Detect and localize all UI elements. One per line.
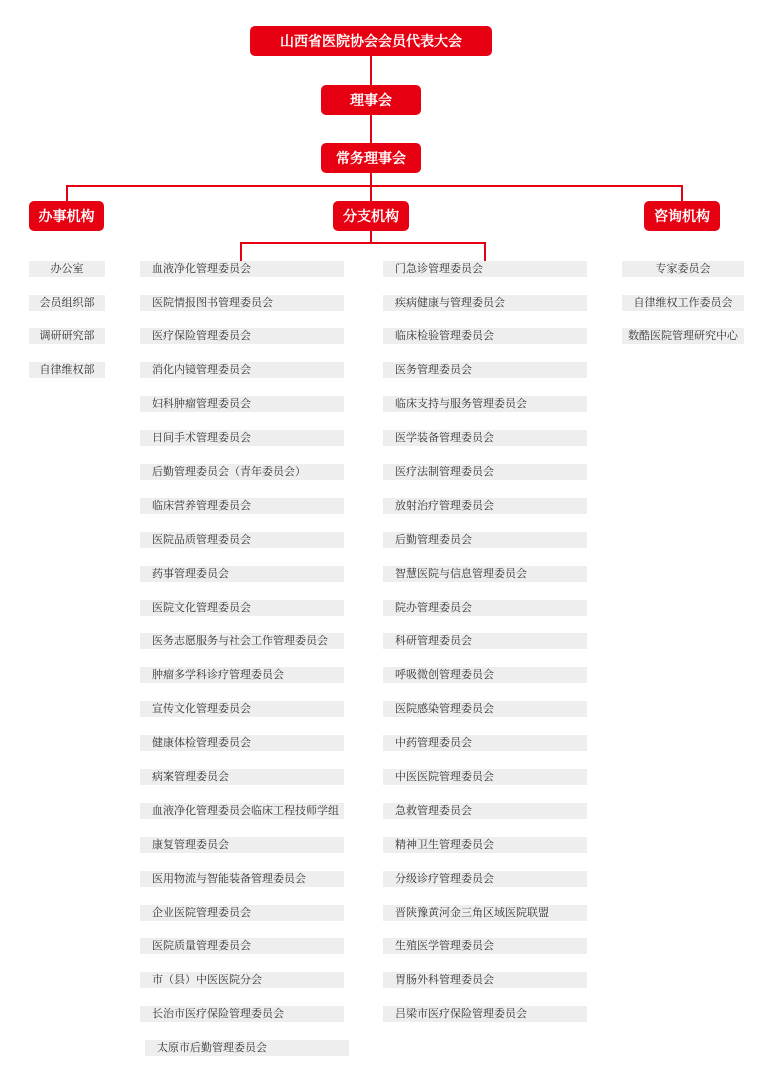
branch-item-col1: 肿瘤多学科诊疗管理委员会 <box>140 667 344 683</box>
branch-item-col2: 精神卫生管理委员会 <box>383 837 587 853</box>
branch-item-col1: 血液净化管理委员会 <box>140 261 344 277</box>
connector-root-council <box>370 56 372 85</box>
branch-item-col1: 病案管理委员会 <box>140 769 344 785</box>
branch-item-col2: 中医医院管理委员会 <box>383 769 587 785</box>
branch-item-col2: 分级诊疗管理委员会 <box>383 871 587 887</box>
branch-item-col2: 放射治疗管理委员会 <box>383 498 587 514</box>
branch-item-col2: 胃肠外科管理委员会 <box>383 972 587 988</box>
branch-item-col2: 科研管理委员会 <box>383 633 587 649</box>
connector-bus <box>66 185 683 187</box>
office-item: 办公室 <box>29 261 105 277</box>
advisory-item: 专家委员会 <box>622 261 744 277</box>
branch-item-col2: 生殖医学管理委员会 <box>383 938 587 954</box>
branch-item-col1: 长治市医疗保险管理委员会 <box>140 1006 344 1022</box>
root-node: 山西省医院协会会员代表大会 <box>250 26 492 56</box>
branch-item-col1: 药事管理委员会 <box>140 566 344 582</box>
branch-item-col2: 门急诊管理委员会 <box>383 261 587 277</box>
branch-item-col1: 宣传文化管理委员会 <box>140 701 344 717</box>
branch-item-col2: 呼吸微创管理委员会 <box>383 667 587 683</box>
connector-bus-left <box>66 185 68 201</box>
branch-item-col1: 消化内镜管理委员会 <box>140 362 344 378</box>
branch-item-col2: 后勤管理委员会 <box>383 532 587 548</box>
connector-bus-center <box>370 185 372 201</box>
connector-bus-right <box>681 185 683 201</box>
office-item: 自律维权部 <box>29 362 105 378</box>
branch-sub-node: 分支机构 <box>333 201 409 231</box>
branch-item-col1: 太原市后勤管理委员会 <box>145 1040 349 1056</box>
connector-council-standing <box>370 115 372 143</box>
council-node: 理事会 <box>321 85 421 115</box>
branch-item-col2: 临床支持与服务管理委员会 <box>383 396 587 412</box>
connector-branch-col2 <box>484 242 486 261</box>
branch-item-col1: 日间手术管理委员会 <box>140 430 344 446</box>
branch-item-col1: 市（县）中医医院分会 <box>140 972 344 988</box>
connector-branch-split <box>240 242 486 244</box>
branch-item-col1: 医务志愿服务与社会工作管理委员会 <box>140 633 344 649</box>
branch-item-col2: 智慧医院与信息管理委员会 <box>383 566 587 582</box>
branch-item-col1: 医用物流与智能装备管理委员会 <box>140 871 344 887</box>
branch-item-col1: 医疗保险管理委员会 <box>140 328 344 344</box>
branch-item-col1: 医院情报图书管理委员会 <box>140 295 344 311</box>
branch-item-col1: 血液净化管理委员会临床工程技师学组 <box>140 803 344 819</box>
branch-item-col2: 院办管理委员会 <box>383 600 587 616</box>
branch-item-col1: 医院文化管理委员会 <box>140 600 344 616</box>
branch-item-col2: 中药管理委员会 <box>383 735 587 751</box>
office-item: 会员组织部 <box>29 295 105 311</box>
branch-item-col1: 医院品质管理委员会 <box>140 532 344 548</box>
office-item: 调研研究部 <box>29 328 105 344</box>
branch-item-col1: 后勤管理委员会（青年委员会） <box>140 464 344 480</box>
standing-council-node: 常务理事会 <box>321 143 421 173</box>
branch-item-col1: 医院质量管理委员会 <box>140 938 344 954</box>
branch-item-col2: 医务管理委员会 <box>383 362 587 378</box>
branch-item-col2: 临床检验管理委员会 <box>383 328 587 344</box>
connector-branch-col1 <box>240 242 242 261</box>
branch-item-col1: 健康体检管理委员会 <box>140 735 344 751</box>
branch-advisory-node: 咨询机构 <box>644 201 720 231</box>
advisory-item: 数酷医院管理研究中心 <box>622 328 744 344</box>
branch-item-col1: 临床营养管理委员会 <box>140 498 344 514</box>
branch-item-col2: 医院感染管理委员会 <box>383 701 587 717</box>
branch-item-col2: 疾病健康与管理委员会 <box>383 295 587 311</box>
branch-item-col2: 医学装备管理委员会 <box>383 430 587 446</box>
branch-item-col2: 晋陕豫黄河金三角区域医院联盟 <box>383 905 587 921</box>
branch-item-col2: 吕梁市医疗保险管理委员会 <box>383 1006 587 1022</box>
branch-office-node: 办事机构 <box>29 201 104 231</box>
branch-item-col1: 康复管理委员会 <box>140 837 344 853</box>
branch-item-col1: 妇科肿瘤管理委员会 <box>140 396 344 412</box>
branch-item-col2: 医疗法制管理委员会 <box>383 464 587 480</box>
advisory-item: 自律维权工作委员会 <box>622 295 744 311</box>
branch-item-col1: 企业医院管理委员会 <box>140 905 344 921</box>
branch-item-col2: 急救管理委员会 <box>383 803 587 819</box>
